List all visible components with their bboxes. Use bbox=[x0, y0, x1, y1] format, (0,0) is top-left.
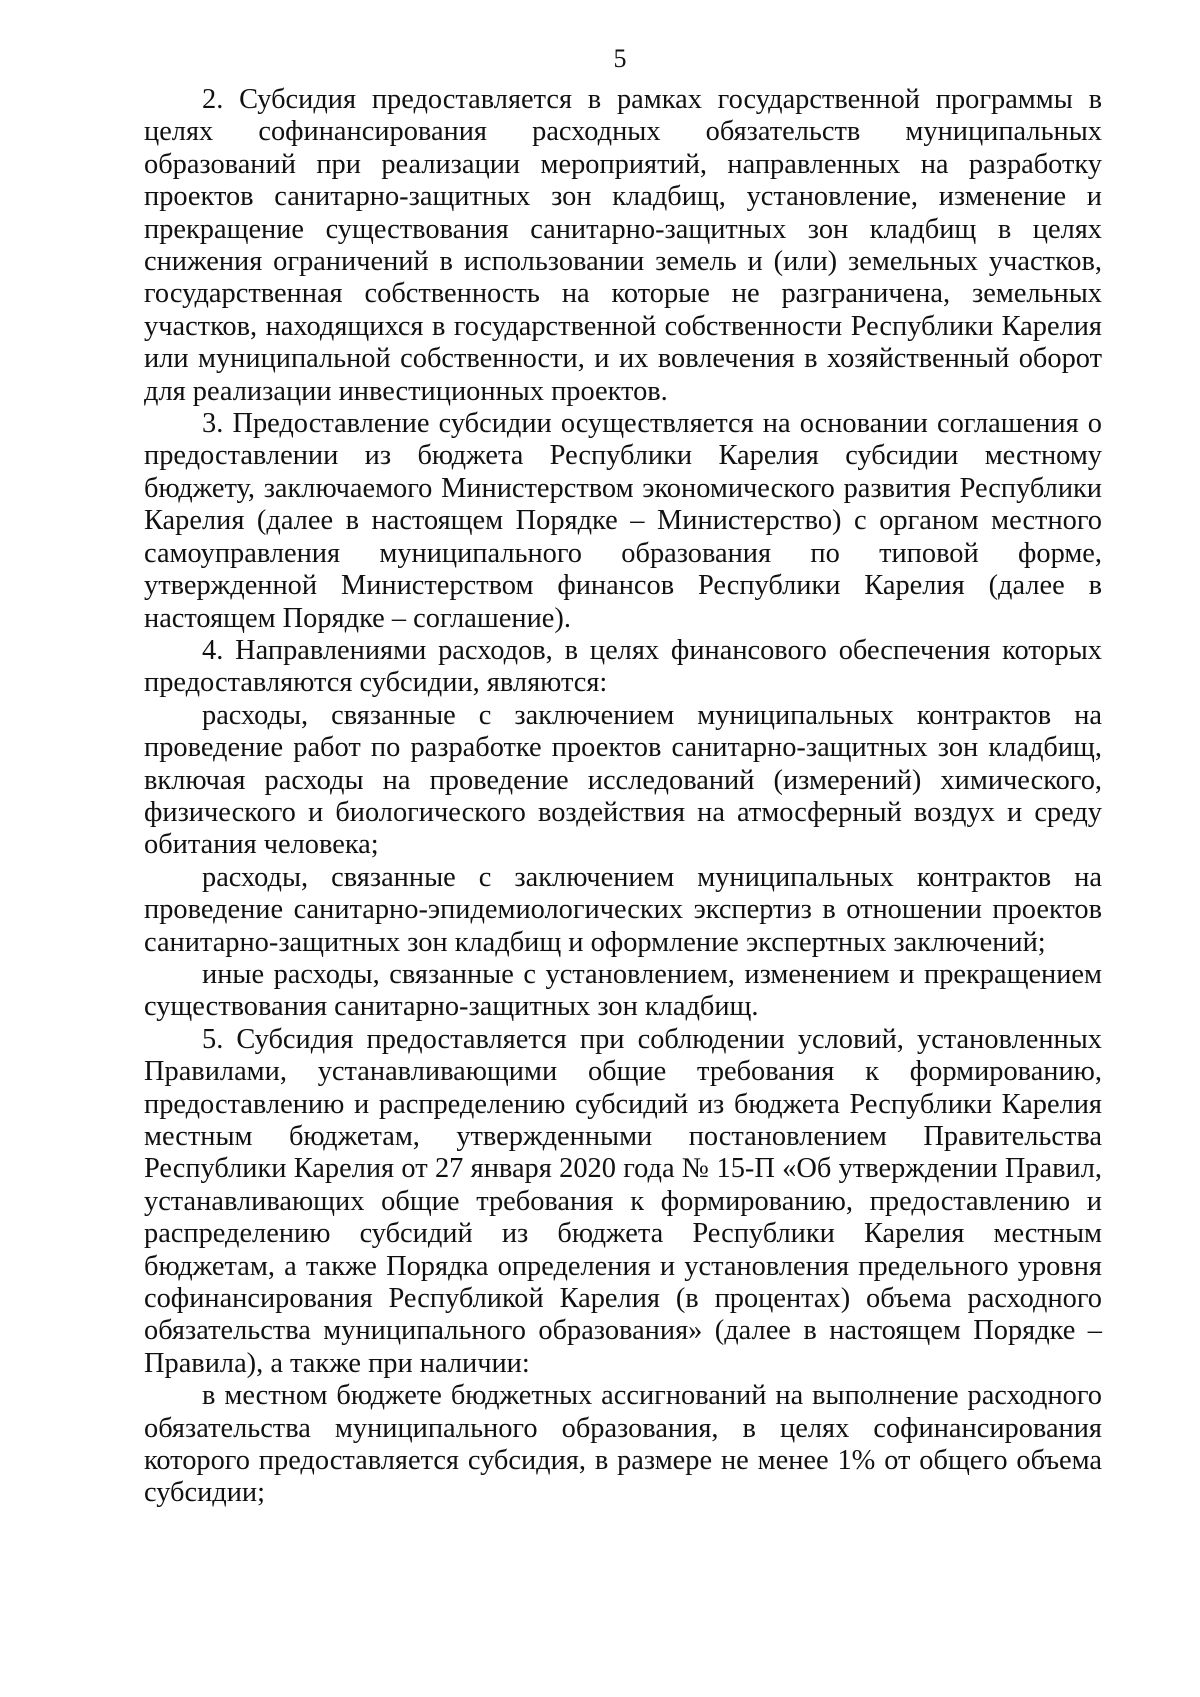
paragraph-expense-expertise: расходы, связанные с заключением муниципальных контрактов на проведение санитарно-эпидемиологических экспертиз в отношении проектов санитарно-защитных зон кладбищ и оформление экспертных заключений; bbox=[144, 861, 1102, 958]
paragraph-item-3: 3. Предоставление субсидии осуществляется на основании соглашения о предоставлении из бюджета Республики Карелия субсидии местному бюджету, заключаемого Министерством экономического развития Республики Карелия (далее в настоящем Порядке – Министерство) с органом местного самоуправления муниципального образования по типовой форме, утвержденной Министерством финансов Республики Карелия (далее в настоящем Порядке – соглашение). bbox=[144, 408, 1102, 634]
paragraph-item-5: 5. Субсидия предоставляется при соблюдении условий, установленных Правилами, устанавливающими общие требования к формированию, предоставлению и распределению субсидий из бюджета Республики Карелия местным бюджетам, утвержденными постановлением Правительства Республики Карелия от 27 января 2020 года № 15-П «Об утверждении Правил, устанавливающих общие требования к формированию, предоставлению и распределению субсидий из бюджета Республики Карелия местным бюджетам, а также Порядка определения и установления предельного уровня софинансирования Республикой Карелия (в процентах) объема расходного обязательства муниципального образования» (далее в настоящем Порядке – Правила), а также при наличии: bbox=[144, 1023, 1102, 1379]
document-body bbox=[144, 84, 1102, 1510]
paragraph-item-4: 4. Направлениями расходов, в целях финансового обеспечения которых предоставляются субсидии, являются: bbox=[144, 634, 1102, 699]
paragraph-item-2: 2. Субсидия предоставляется в рамках государственной программы в целях софинансирования расходных обязательств муниципальных образований при реализации мероприятий, направленных на разработку проектов санитарно-защитных зон кладбищ, установление, изменение и прекращение существования санитарно-защитных зон кладбищ в целях снижения ограничений в использовании земель и (или) земельных участков, государственная собственность на которые не разграничена, земельных участков, находящихся в государственной собственности Республики Карелия или муниципальной собственности, и их вовлечения в хозяйственный оборот для реализации инвестиционных проектов. bbox=[144, 84, 1102, 407]
paragraph-expense-other: иные расходы, связанные с установлением, изменением и прекращением существования санитарно-защитных зон кладбищ. bbox=[144, 958, 1102, 1023]
paragraph-expense-contracts: расходы, связанные с заключением муниципальных контрактов на проведение работ по разработке проектов санитарно-защитных зон кладбищ, включая расходы на проведение исследований (измерений) химического, физического и биологического воздействия на атмосферный воздух и среду обитания человека; bbox=[144, 699, 1102, 861]
page-number: 5 bbox=[613, 44, 627, 73]
paragraph-condition-budget: в местном бюджете бюджетных ассигнований на выполнение расходного обязательства муниципального образования, в целях софинансирования которого предоставляется субсидия, в размере не менее 1% от общего объема субсидии; bbox=[144, 1380, 1102, 1509]
